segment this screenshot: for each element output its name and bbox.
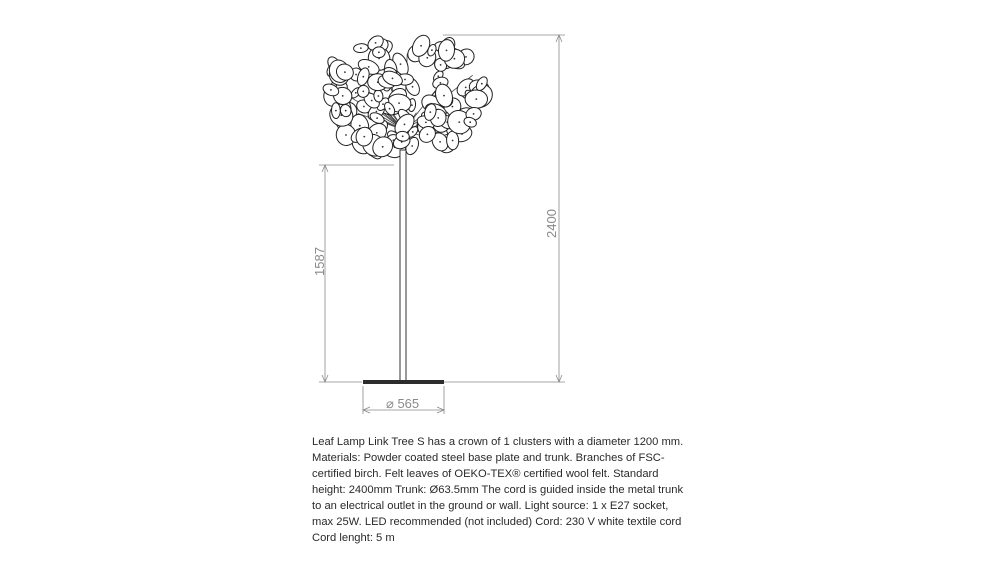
leaf-pin [363,136,365,138]
leaf-pin [446,50,448,52]
leaf-pin [465,87,467,89]
leaf-pin [389,108,391,110]
leaf-pin [368,66,370,68]
product-description [312,434,712,546]
leaf-pin [427,134,429,136]
leaf-pin [431,49,433,51]
lamp-trunk [400,150,406,382]
description-line: Leaf Lamp Link Tree S has a crown of 1 clusters with a diameter 1200 mm. [312,436,684,448]
leaf-pin [452,106,454,108]
leaf-pin [400,63,402,65]
dimension-crown-height [319,165,394,382]
leaf-pin [481,83,483,85]
dimension-label-crown-height: 1587 [312,247,327,276]
description-line: Cord lenght: 5 m [312,532,395,544]
leaf-pin [465,56,467,58]
leaf-pin [443,95,445,97]
leaf-pin [402,135,404,137]
leaf-pin [404,124,406,126]
leaf-pin [412,86,414,88]
dimension-label-base-diameter: ⌀ 565 [386,396,420,411]
leaf-pin [355,92,357,94]
leaf-pin [437,75,439,77]
leaf-pin [404,79,406,81]
description-line: max 25W. LED recommended (not included) Cord: 230 V white textile cord [312,516,682,528]
leaf-pin [439,141,441,143]
leaf-pin [344,71,346,73]
leaf-pin [458,121,460,123]
leaf-pin [330,89,332,91]
lamp-crown [321,32,497,161]
leaf-pin [355,74,357,76]
leaf-pin [452,140,454,142]
leaf-pin [437,117,439,119]
leaf-pin [429,111,431,113]
leaf-pin [375,42,377,44]
leaf-pin [371,100,373,102]
leaf-pin [376,117,378,119]
leaf-pin [411,145,413,147]
leaf-pin [342,95,344,97]
description-line: height: 2400mm Trunk: Ø63.5mm The cord is guided inside the metal trunk [312,484,684,496]
leaf-pin [345,110,347,112]
leaf-pin [378,51,380,53]
description-line: to an electrical outlet in the ground or wall. Light source: 1 x E27 socket, [312,500,669,512]
leaf-pin [359,125,361,127]
leaf-pin [412,131,414,133]
leaf-pin [362,76,364,78]
lamp-base-plate [363,380,444,384]
leaf-pin [376,132,378,134]
leaf-pin [335,110,337,112]
leaf-pin [382,146,384,148]
leaf-pin [378,95,380,97]
leaf-pin [362,91,364,93]
leaf-pin [440,82,442,84]
leaf-pin [382,103,384,105]
dimension-label-total-height: 2400 [544,209,559,238]
leaf-pin [363,106,365,108]
leaf-pin [420,45,422,47]
leaf-pin [426,57,428,59]
leaf-pin [469,121,471,123]
leaf-pin [398,102,400,104]
leaf-pin [425,122,427,124]
leaf-pin [376,111,378,113]
description-line: certified birch. Felt leaves of OEKO-TEX® certified wool felt. Standard [312,468,659,480]
leaf-pin [440,64,442,66]
leaf-pin [360,47,362,49]
leaf-pin [475,98,477,100]
description-line: Materials: Powder coated steel base plate and trunk. Branches of FSC- [312,452,665,464]
leaf-pin [345,134,347,136]
leaf-pin [473,113,475,115]
leaf-pin [392,78,394,80]
leaf-pin [454,58,456,60]
